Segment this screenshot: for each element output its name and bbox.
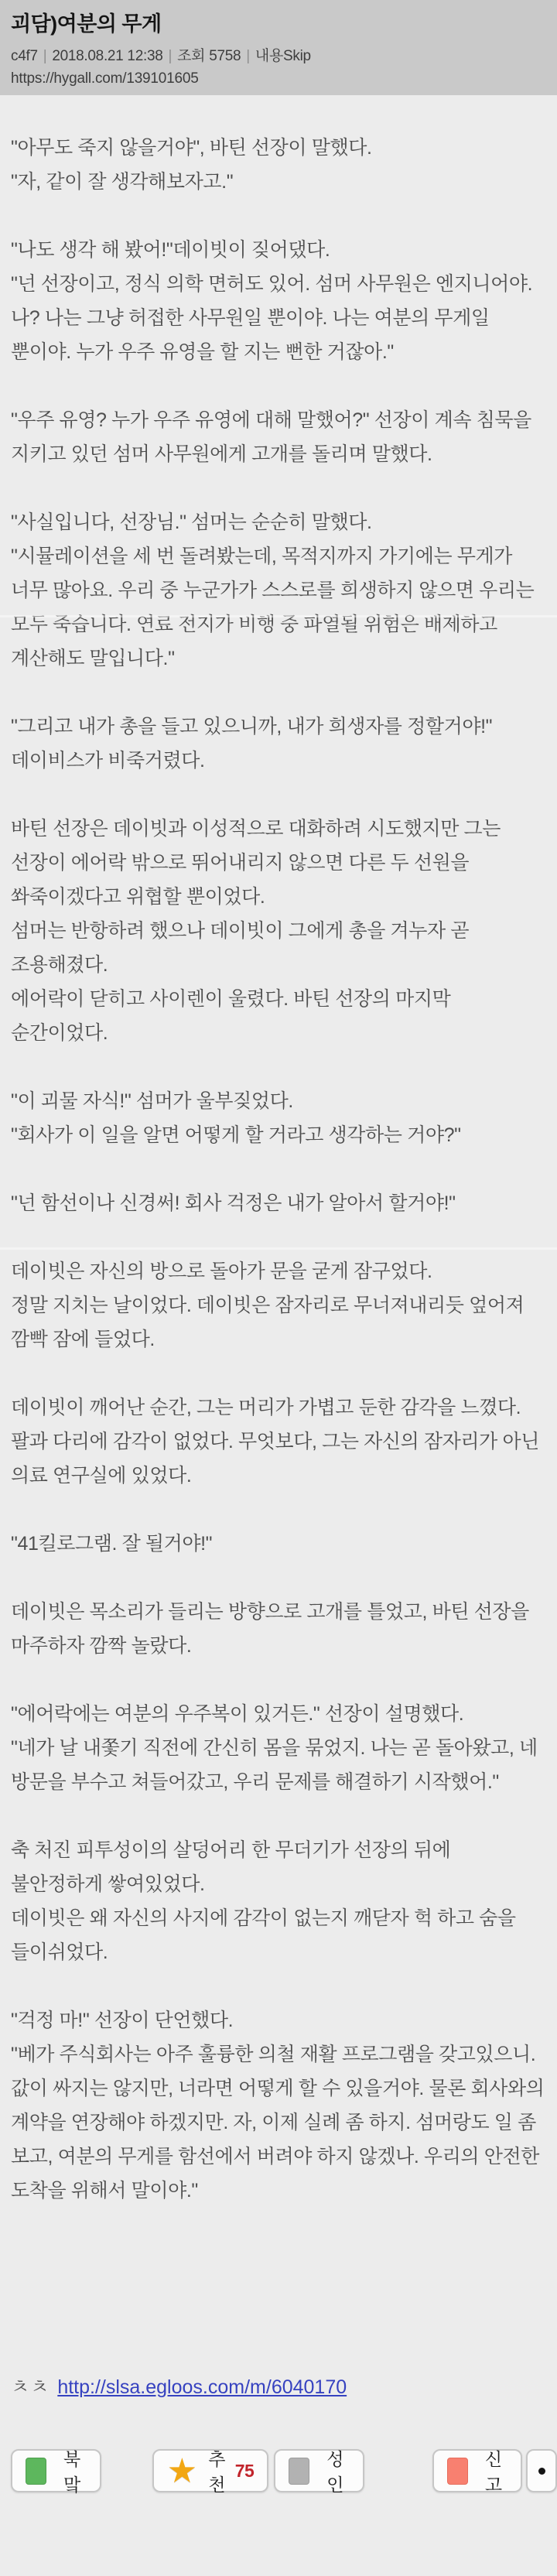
action-bar [0,2449,557,2508]
report-label: 신고 [484,2449,502,2495]
adult-icon [289,2458,309,2485]
source-link[interactable]: http://slsa.egloos.com/m/6040170 [57,2376,347,2398]
story-paragraph: "에어락에는 여분의 우주복이 있거든." 선장이 설명했다. "네가 날 내쫓기 직전에 간신히 몸을 묶었지. 나는 곧 돌아왔고, 네 방문을 부수고 쳐들어갔고, 우리 문제를 해결하기 시작했어." [11,1703,538,1793]
content-skip-link[interactable]: 내용Skip [255,48,311,64]
story-paragraph: "넌 함선이나 신경써! 회사 걱정은 내가 알아서 할거야!" [11,1192,456,1214]
bookmark-label: 북맠 [63,2449,80,2495]
post-datetime: 2018.08.21 12:38 [52,48,163,64]
report-icon [447,2458,468,2485]
story-paragraph: 데이빗은 목소리가 들리는 방향으로 고개를 틀었고, 바틴 선장을 마주하자 깜짝 놀랐다. [11,1601,529,1657]
story-paragraph: "걱정 마!" 선장이 단언했다. "베가 주식회사는 아주 훌륭한 의철 재활 프로그램을 갖고있으니. 값이 싸지는 않지만, 너라면 어떻게 할 수 있을거야. 물론 회사와의 계약을 연장해야 하겠지만. 자, 이제 실례 좀 하지. 섬머랑도 일 좀 보고, 여분의 무게를 함선에서 버려야 하지 않겠나. 우리의 안전한 도착을 위해서 말이야." [11,2010,545,2201]
post-permalink: https://hygall.com/139101605 [11,70,199,87]
bookmark-button[interactable] [11,2449,101,2495]
source-row [0,2372,557,2400]
story-paragraph: 바틴 선장은 데이빗과 이성적으로 대화하려 시도했지만 그는 선장이 에어락 밖으로 뛰어내리지 않으면 다른 두 선원을 쏴죽이겠다고 위협할 뿐이었다. 섬머는 반항하려 했으나 데이빗이 그에게 총을 겨누자 곧 조용해졌다. 에어락이 닫히고 사이렌이 울렸다. 바틴 선장의 마지막 순간이었다. [11,818,501,1044]
post-meta [11,44,546,65]
story-paragraph: "나도 생각 해 봤어!"데이빗이 짖어댔다. "넌 선장이고, 정식 의학 면허도 있어. 섬머 사무원은 엔지니어야. 나? 나는 그냥 허접한 사무원일 뿐이야. 나는 여분의 무게일 뿐이야. 누가 우주 유영을 할 지는 뻔한 거잖아." [11,239,533,363]
source-prefix: ㅊㅊ [11,2376,50,2398]
story-paragraph: "아무도 죽지 않을거야", 바틴 선장이 말했다. "자, 같이 잘 생각해보자고." [11,137,372,193]
adult-label: 성인 [326,2449,344,2495]
more-dot-icon [538,2468,545,2475]
story-content [0,95,557,2208]
recommend-label: 추천 [208,2449,225,2495]
report-button[interactable] [432,2449,523,2495]
story-paragraph: "이 괴물 자식!" 섬머가 울부짖었다. "회사가 이 일을 알면 어떻게 할 거라고 생각하는 거야?" [11,1090,461,1146]
meta-separator: | [168,48,173,64]
story-paragraph: 데이빗은 자신의 방으로 돌아가 문을 굳게 잠구었다. 정말 지치는 날이었다. 데이빗은 잠자리로 무너져내리듯 엎어져 깜빡 잠에 들었다. [11,1261,525,1350]
author-id: c4f7 [11,48,38,64]
more-button[interactable] [526,2449,557,2492]
meta-separator: | [246,48,250,64]
post-title: 괴담)여분의 무게 [11,12,162,36]
story-paragraph: "사실입니다, 선장님." 섬머는 순순히 말했다. "시뮬레이션을 세 번 돌려봤는데, 목적지까지 가기에는 무게가 너무 많아요. 우리 중 누군가가 스스로를 희생하지 않으면 우리는 모두 죽습니다. 연료 전지가 비행 중 파열될 위험은 배제하고 계산해도 말입니다." [11,511,535,669]
bookmark-icon [26,2458,46,2485]
recommend-count: 75 [234,2460,255,2481]
story-paragraph: "그리고 내가 총을 들고 있으니까, 내가 희생자를 정할거야!" 데이비스가 비죽거렸다. [11,716,493,771]
adult-button[interactable] [274,2449,364,2495]
post-header [0,0,557,95]
recommend-button[interactable] [152,2449,269,2495]
story-paragraph: "우주 유영? 누가 우주 유영에 대해 말했어?" 선장이 계속 침묵을 지키고 있던 섬머 사무원에게 고개를 돌리며 말했다. [11,409,531,465]
story-paragraph: 데이빗이 깨어난 순간, 그는 머리가 가볍고 둔한 감각을 느꼈다. 팔과 다리에 감각이 없었다. 무엇보다, 그는 자신의 잠자리가 아닌 의료 연구실에 있었다. [11,1397,539,1486]
star-icon: ★ [166,2451,197,2490]
view-count: 조회 5758 [177,48,241,64]
meta-separator: | [43,48,47,64]
story-paragraph: "41킬로그램. 잘 될거야!" [11,1533,213,1555]
story-paragraph: 축 처진 피투성이의 살덩어리 한 무더기가 선장의 뒤에 불안정하게 쌓여있었다. 데이빗은 왜 자신의 사지에 감각이 없는지 깨닫자 헉 하고 숨을 들이쉬었다. [11,1839,516,1963]
